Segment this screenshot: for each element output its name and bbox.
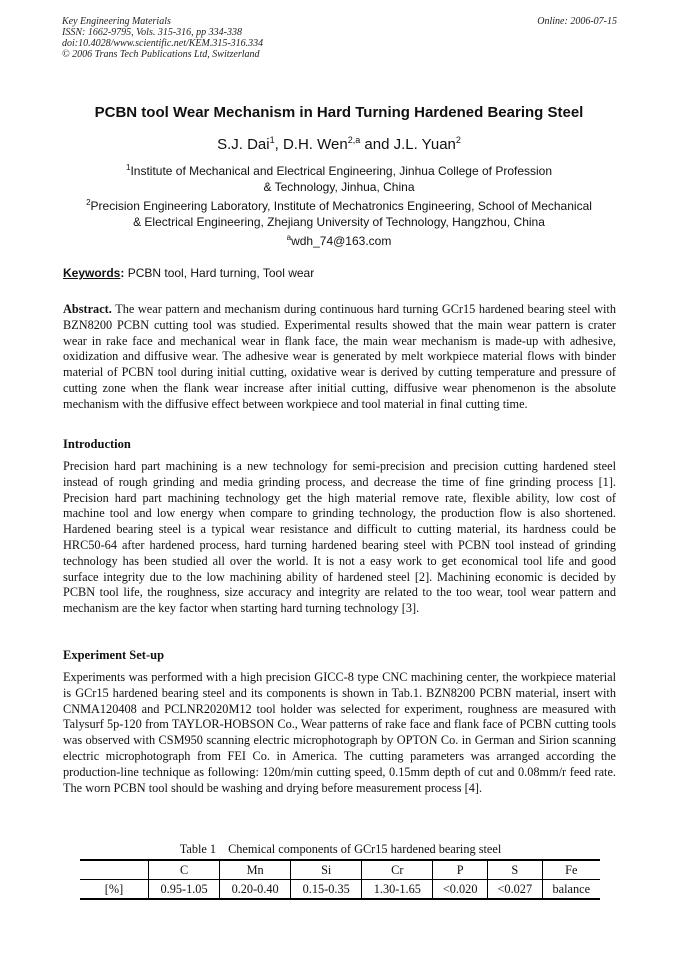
affiliation-1-line2: & Technology, Jinhua, China <box>263 180 415 194</box>
online-date: Online: 2006-07-15 <box>537 16 617 27</box>
keywords <box>63 266 618 280</box>
table-header-cell: Si <box>291 860 362 880</box>
journal-header <box>62 16 617 60</box>
keywords-label: Keywords <box>63 266 121 280</box>
introduction-text: Precision hard part machining is a new technology for semi-precision and precision cutting hardened steel instead of rough grinding and media grinding process, and decrease the time of fine grinding process [1]. Precision hard part machining technology get the high material remove rate, flexible ability, low cost of machine tool and low energy when compare to grinding technology, the production flow is also shortened. Hardened bearing steel is a typical wear resistance and difficult to cutting material, its hardness could be HRC50-64 after hardened process, hard turning hardened bearing steel with PCBN tool instead of grinding technology has been studied all over the world. It is not a easy work to get economical tool life and good surface integrity due to the low machining ability of hardened steel [2]. Machining economic is decided by PCBN tool life, the roughness, size accuracy and integrity are related to the too wear, tool wear pattern and mechanism are the key factor when starting hard turning technology [3]. <box>63 459 616 616</box>
table-header-cell: Mn <box>220 860 291 880</box>
table-header-row <box>80 860 600 880</box>
table-row <box>80 880 600 900</box>
copyright-line: © 2006 Trans Tech Publications Ltd, Switzerland <box>62 49 260 60</box>
table-header-cell: P <box>433 860 488 880</box>
table-cell: <0.020 <box>433 880 488 900</box>
table-caption-text: Chemical components of GCr15 hardened bearing steel <box>228 842 502 856</box>
table-header-cell: S <box>488 860 543 880</box>
keywords-colon: : <box>120 266 125 280</box>
abstract-label: Abstract. <box>63 302 112 316</box>
table-cell: balance <box>542 880 600 900</box>
affiliation-1-line1: Institute of Mechanical and Electrical Engineering, Jinhua College of Profession <box>130 164 553 178</box>
table-cell: [%] <box>80 880 149 900</box>
table-caption-number: Table 1 <box>179 842 217 856</box>
table-cell: 1.30-1.65 <box>362 880 433 900</box>
author-2: D.H. Wen <box>282 136 348 153</box>
paper-title: PCBN tool Wear Mechanism in Hard Turning Hardened Bearing Steel <box>94 104 584 121</box>
author-3: J.L. Yuan <box>393 136 456 153</box>
experiment-text: Experiments was performed with a high precision GICC-8 type CNC machining center, the workpiece material is GCr15 hardened bearing steel and its components is shown in Tab.1. BZN8200 PCBN material, insert with CNMA120408 and PCLNR2020M12 tool holder was selected for experiment, roughness are measured with Talysurf 5p-120 from TAYLOR-HOBSON Co., Wear patterns of rake face and flank face of PCBN cutting tools was observed with CSM950 scanning electric microphotograph by OPTON Co. in German and Sirion scanning electric microphotograph from FEI Co. in America. The cutting parameters was arranged according the production-line technique as following: 120m/min cutting speed, 0.15mm depth of cut and 0.08mm/r feed rate. The worn PCBN tool should be washing and drying before measurement process [4]. <box>63 670 616 795</box>
affiliation-1-sup: 1 <box>125 163 131 172</box>
author-list <box>40 135 638 153</box>
author-1-sup: 1 <box>269 135 275 145</box>
experiment-heading: Experiment Set-up <box>63 648 165 662</box>
composition-table <box>80 859 600 900</box>
table-cell: <0.027 <box>488 880 543 900</box>
author-sep-1: , <box>274 136 283 153</box>
table-header-cell: C <box>149 860 220 880</box>
journal-name: Key Engineering Materials <box>62 16 171 27</box>
doi-line: doi:10.4028/www.scientific.net/KEM.315-316.334 <box>62 38 264 49</box>
affiliation-1 <box>60 160 618 195</box>
abstract <box>63 302 616 413</box>
affiliation-2 <box>60 195 618 230</box>
issn-line: ISSN: 1662-9795, Vols. 315-316, pp 334-338 <box>62 27 242 38</box>
abstract-text: The wear pattern and mechanism during continuous hard turning GCr15 hardened bearing steel with BZN8200 PCBN cutting tool was studied. Experimental results showed that the main wear pattern is crater wear in rake face and mechanical wear in flank face, the main wear mechanism is made-up with adhesive, oxidization and diffusive wear. The adhesive wear is generated by melt workpiece material flows with binder material of PCBN tool during initial cutting, oxidative wear is derived by cutting temperature and pressure of cutting zone when the flank wear increase after initial cutting, diffusive wear phenomenon is the absolute mechanism with the diffusive effect between workpiece and tool material in final cutting time. <box>63 302 616 411</box>
table-header-cell: Fe <box>542 860 600 880</box>
affiliation-2-line2: & Electrical Engineering, Zhejiang University of Technology, Hangzhou, China <box>133 215 545 229</box>
author-sep-2: and <box>360 136 394 153</box>
table-header-cell: Cr <box>362 860 433 880</box>
table-cell: 0.20-0.40 <box>220 880 291 900</box>
author-3-sup: 2 <box>455 135 461 145</box>
table-caption <box>63 842 618 857</box>
affiliation-2-line1: Precision Engineering Laboratory, Institute of Mechatronics Engineering, School of Mechanical <box>90 199 592 213</box>
email-line <box>60 230 618 249</box>
author-1: S.J. Dai <box>217 136 270 153</box>
introduction-heading: Introduction <box>63 437 131 451</box>
table-cell: 0.15-0.35 <box>291 880 362 900</box>
affiliation-2-sup: 2 <box>86 198 91 207</box>
author-2-sup: 2,a <box>347 135 361 145</box>
email-sup: a <box>286 233 292 242</box>
table-header-cell <box>80 860 149 880</box>
email-address: wdh_74@163.com <box>291 234 392 248</box>
table-cell: 0.95-1.05 <box>149 880 220 900</box>
keywords-text: PCBN tool, Hard turning, Tool wear <box>124 266 315 280</box>
